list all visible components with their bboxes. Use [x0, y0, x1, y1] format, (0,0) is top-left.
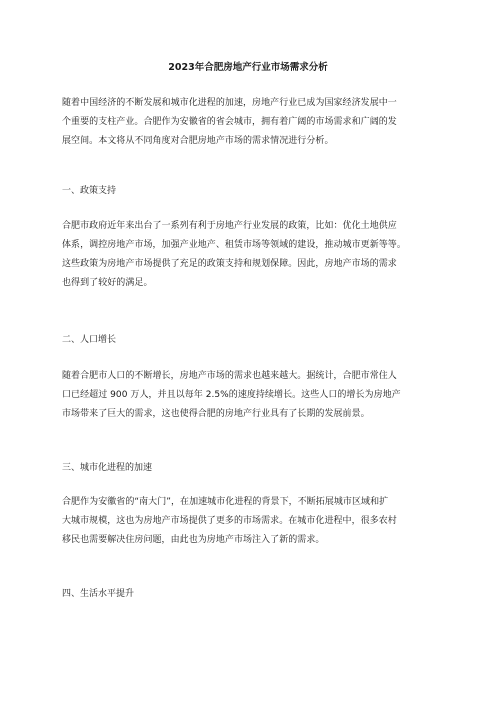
text-line: 大城市规模，这也为房地产市场提供了更多的市场需求。在城市化进程中，很多农村: [62, 516, 397, 526]
text-line: 随着中国经济的不断发展和城市化进程的加速，房地产行业已成为国家经济发展中一: [62, 98, 397, 108]
text-line: 体系，调控房地产市场，加强产业地产、租赁市场等领域的建设，推动城市更新等等。: [62, 240, 406, 250]
text-line: 移民也需要解决住房问题，由此也为房地产市场注入了新的需求。: [62, 535, 325, 545]
section-heading-population: 二、人口增长: [62, 335, 117, 345]
section-paragraph-population: [62, 367, 444, 424]
text-line: 展空间。本文将从不同角度对合肥房地产市场的需求情况进行分析。: [62, 136, 334, 146]
section-paragraph-policy: [62, 217, 444, 293]
text-line: 口已经超过 900 万人，并且以每年 2.5%的速度持续增长。这些人口的增长为房地产: [62, 390, 401, 400]
text-line: 市场带来了巨大的需求，这也使得合肥的房地产行业具有了长期的发展前景。: [62, 409, 370, 419]
text-line: 随着合肥市人口的不断增长，房地产市场的需求也越来越大。据统计，合肥市常住人: [62, 371, 397, 381]
section-heading-policy: 一、政策支持: [62, 186, 117, 196]
section-paragraph-urbanization: [62, 493, 444, 550]
text-line: 也得到了较好的满足。: [62, 278, 153, 288]
text-line: 合肥市政府近年来出台了一系列有利于房地产行业发展的政策，比如：优化土地供应: [62, 221, 397, 231]
text-line: 个重要的支柱产业。合肥作为安徽省的省会城市，拥有着广阔的市场需求和广阔的发: [62, 117, 397, 127]
document-title: 2023年合肥房地产行业市场需求分析: [168, 62, 328, 73]
text-line: 这些政策为房地产市场提供了充足的政策支持和规划保障。因此，房地产市场的需求: [62, 259, 397, 269]
section-heading-urbanization: 三、城市化进程的加速: [62, 463, 153, 473]
intro-paragraph: [62, 94, 444, 151]
section-heading-living-standard: 四、生活水平提升: [62, 589, 135, 599]
text-line: 合肥作为安徽省的“南大门”，在加速城市化进程的背景下，不断拓展城市区域和扩: [62, 497, 389, 507]
